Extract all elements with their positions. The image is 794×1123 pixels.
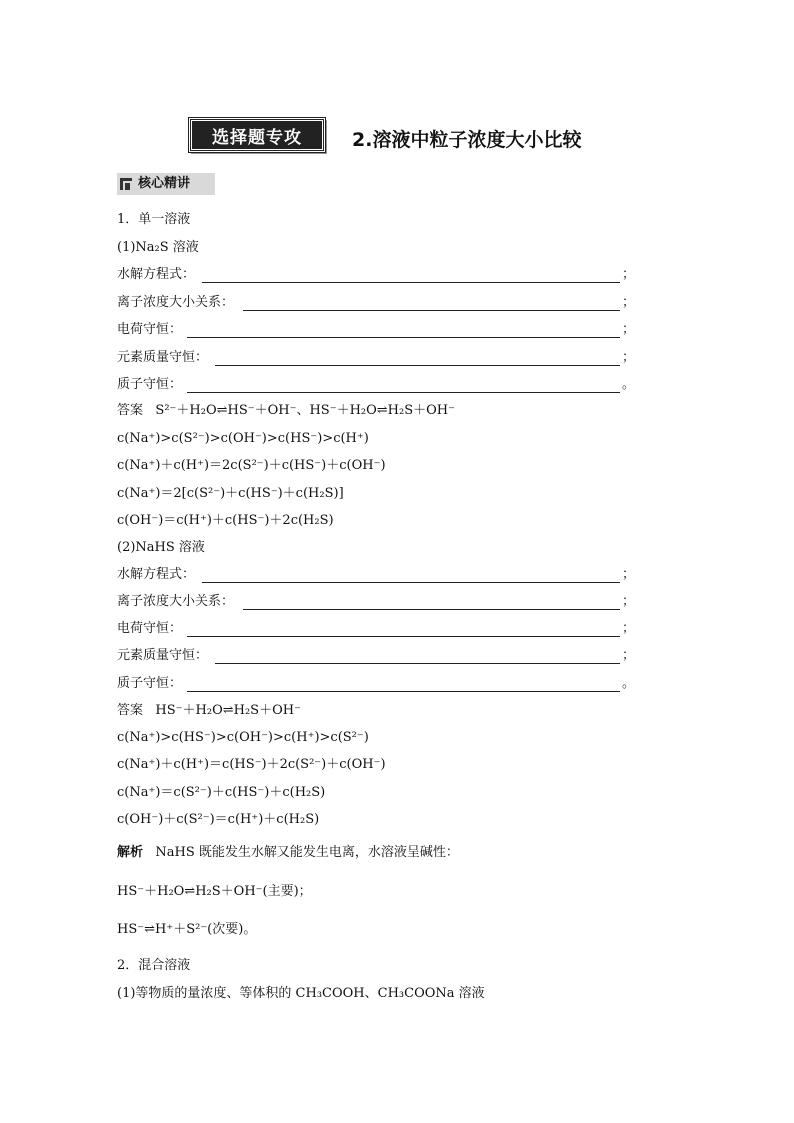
equation-line: c(Na⁺)＝c(S²⁻)＋c(HS⁻)＋c(H₂S) [117,785,326,800]
topic-tag [189,118,325,152]
fill-end: ； [622,594,636,609]
fill-label-hydrolysis: 水解方程式： [117,567,196,582]
fill-label-mass: 元素质量守恒： [117,648,209,663]
analysis-label: 解析 [117,845,144,860]
fill-label-order: 离子浓度大小关系： [117,295,235,310]
section-heading-label: 核心精讲 [138,176,191,191]
fill-label-proton: 质子守恒： [117,377,183,392]
equation-line: c(Na⁺)＋c(H⁺)＝c(HS⁻)＋2c(S²⁻)＋c(OH⁻) [117,757,386,772]
topic-tag-label: 选择题专攻 [212,127,302,148]
fill-blank[interactable] [202,582,620,583]
answer-text: S²⁻＋H₂O⇌HS⁻＋OH⁻、HS⁻＋H₂O⇌H₂S＋OH⁻ [155,403,455,418]
fill-end: ； [622,648,636,663]
fill-blank[interactable] [215,365,620,366]
part2-heading: 2．混合溶液 [117,958,191,973]
fill-blank[interactable] [202,282,620,283]
fill-blank[interactable] [187,392,620,393]
equation-line: c(Na⁺)>c(S²⁻)>c(OH⁻)>c(HS⁻)>c(H⁺) [117,431,369,446]
fill-end: ； [622,322,636,337]
equation-line: c(Na⁺)>c(HS⁻)>c(OH⁻)>c(H⁺)>c(S²⁻) [117,730,369,745]
fill-label-order: 离子浓度大小关系： [117,594,235,609]
fill-blank[interactable] [243,609,620,610]
analysis-equation: HS⁻⇌H⁺＋S²⁻(次要)。 [117,922,257,937]
fill-blank[interactable] [187,691,620,692]
fill-label-charge: 电荷守恒： [117,322,183,337]
fill-blank[interactable] [187,636,620,637]
sub1-heading: (1)Na₂S 溶液 [117,240,199,255]
equation-line: c(Na⁺)＋c(H⁺)＝2c(S²⁻)＋c(HS⁻)＋c(OH⁻) [117,458,386,473]
analysis-text: NaHS 既能发生水解又能发生电离，水溶液呈碱性： [155,845,459,860]
fill-label-charge: 电荷守恒： [117,621,183,636]
fill-label-proton: 质子守恒： [117,676,183,691]
fill-end: ； [622,350,636,365]
answer-label: 答案 [117,703,144,718]
analysis-line [117,845,459,861]
equation-line: c(OH⁻)＝c(H⁺)＋c(HS⁻)＋2c(H₂S) [117,513,334,528]
equation-line: c(OH⁻)＋c(S²⁻)＝c(H⁺)＋c(H₂S) [117,812,320,827]
fill-end: ； [622,295,636,310]
section-heading [117,173,215,195]
fill-label-mass: 元素质量守恒： [117,350,209,365]
fill-label-hydrolysis: 水解方程式： [117,267,196,282]
page-title: 2.溶液中粒子浓度大小比较 [352,129,582,151]
answer-line [117,403,455,419]
answer-line [117,703,301,719]
part1-heading: 1．单一溶液 [117,212,191,227]
sub2-heading: (2)NaHS 溶液 [117,540,205,555]
section-marker-icon [120,178,132,190]
fill-end: 。 [622,676,636,691]
answer-label: 答案 [117,403,144,418]
fill-end: ； [622,621,636,636]
fill-end: 。 [622,377,636,392]
fill-blank[interactable] [187,337,620,338]
fill-end: ； [622,567,636,582]
part2-sub1: (1)等物质的量浓度、等体积的 CH₃COOH、CH₃COONa 溶液 [117,986,485,1001]
fill-blank[interactable] [215,663,620,664]
equation-line: c(Na⁺)＝2[c(S²⁻)＋c(HS⁻)＋c(H₂S)] [117,486,344,501]
fill-blank[interactable] [243,310,620,311]
analysis-equation: HS⁻＋H₂O⇌H₂S＋OH⁻(主要)； [117,884,312,899]
answer-text: HS⁻＋H₂O⇌H₂S＋OH⁻ [155,703,301,718]
fill-end: ； [622,267,636,282]
